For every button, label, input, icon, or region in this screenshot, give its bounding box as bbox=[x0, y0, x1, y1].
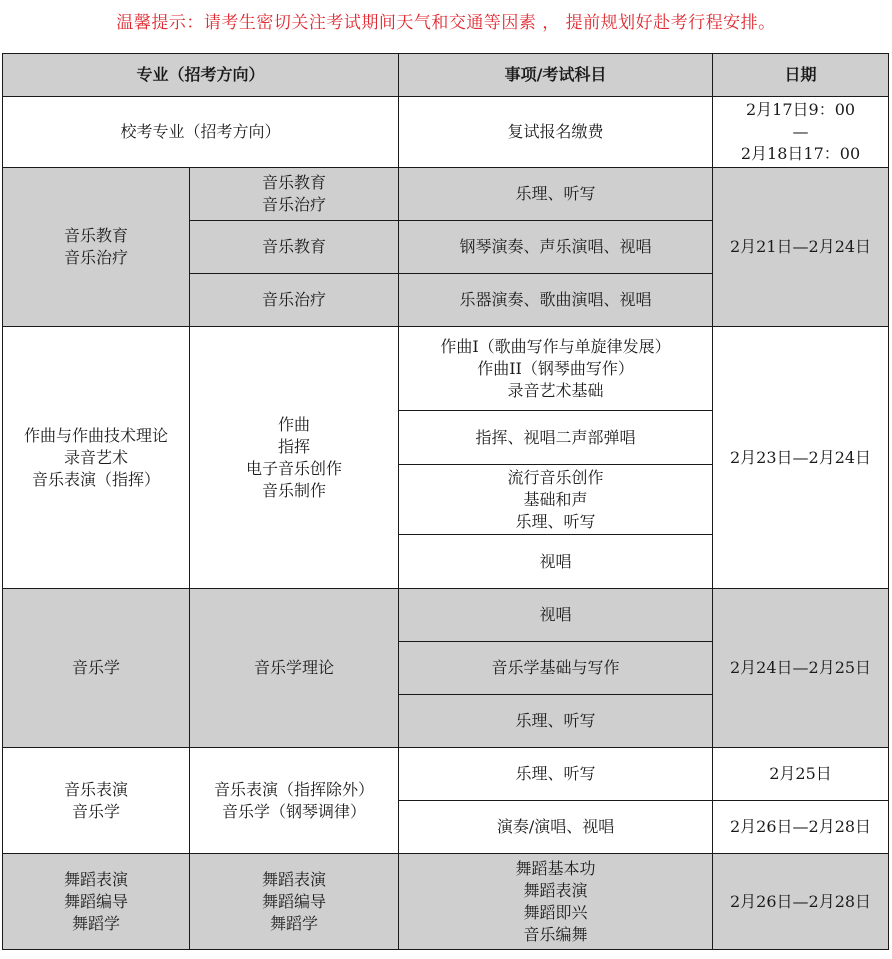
registration-label: 校考专业（招考方向） bbox=[3, 97, 399, 168]
group3-subject: 乐理、听写 bbox=[399, 695, 713, 748]
group4-subject: 乐理、听写 bbox=[399, 748, 713, 801]
group1-subject: 乐理、听写 bbox=[399, 168, 713, 221]
table-row bbox=[3, 97, 889, 168]
group4-date: 2月26日—2月28日 bbox=[713, 801, 889, 854]
header-major: 专业（招考方向） bbox=[3, 54, 399, 97]
group3-subject: 视唱 bbox=[399, 589, 713, 642]
group1-date: 2月21日—2月24日 bbox=[713, 168, 889, 327]
group2-date: 2月23日—2月24日 bbox=[713, 327, 889, 589]
group3-direction: 音乐学理论 bbox=[190, 589, 399, 748]
table-row bbox=[3, 168, 889, 221]
group2-subject: 视唱 bbox=[399, 535, 713, 589]
group4-major: 音乐表演 音乐学 bbox=[3, 748, 190, 854]
group5-subject: 舞蹈基本功 舞蹈表演 舞蹈即兴 音乐编舞 bbox=[399, 854, 713, 950]
table-row bbox=[3, 854, 889, 950]
header-subject: 事项/考试科目 bbox=[399, 54, 713, 97]
group2-subject: 指挥、视唱二声部弹唱 bbox=[399, 411, 713, 465]
group1-major: 音乐教育 音乐治疗 bbox=[3, 168, 190, 327]
group3-subject: 音乐学基础与写作 bbox=[399, 642, 713, 695]
registration-item: 复试报名缴费 bbox=[399, 97, 713, 168]
group3-major: 音乐学 bbox=[3, 589, 190, 748]
group3-date: 2月24日—2月25日 bbox=[713, 589, 889, 748]
exam-schedule-table bbox=[2, 53, 889, 950]
registration-date: 2月17日9：00 — 2月18日17：00 bbox=[713, 97, 889, 168]
group4-subject: 演奏/演唱、视唱 bbox=[399, 801, 713, 854]
group5-major: 舞蹈表演 舞蹈编导 舞蹈学 bbox=[3, 854, 190, 950]
group5-date: 2月26日—2月28日 bbox=[713, 854, 889, 950]
header-date: 日期 bbox=[713, 54, 889, 97]
group1-subject: 乐器演奏、歌曲演唱、视唱 bbox=[399, 274, 713, 327]
table-row bbox=[3, 589, 889, 642]
group1-direction: 音乐治疗 bbox=[190, 274, 399, 327]
group4-direction: 音乐表演（指挥除外） 音乐学（钢琴调律） bbox=[190, 748, 399, 854]
notice-banner: 温馨提示：请考生密切关注考试期间天气和交通等因素 ， 提前规划好赴考行程安排。 bbox=[116, 13, 776, 33]
group2-subject: 流行音乐创作 基础和声 乐理、听写 bbox=[399, 465, 713, 535]
table-row bbox=[3, 748, 889, 801]
group1-subject: 钢琴演奏、声乐演唱、视唱 bbox=[399, 221, 713, 274]
table-row bbox=[3, 327, 889, 411]
group5-direction: 舞蹈表演 舞蹈编导 舞蹈学 bbox=[190, 854, 399, 950]
group2-major: 作曲与作曲技术理论 录音艺术 音乐表演（指挥） bbox=[3, 327, 190, 589]
group4-date: 2月25日 bbox=[713, 748, 889, 801]
group1-direction: 音乐教育 音乐治疗 bbox=[190, 168, 399, 221]
group2-direction: 作曲 指挥 电子音乐创作 音乐制作 bbox=[190, 327, 399, 589]
group2-subject: 作曲I（歌曲写作与单旋律发展） 作曲II（钢琴曲写作） 录音艺术基础 bbox=[399, 327, 713, 411]
group1-direction: 音乐教育 bbox=[190, 221, 399, 274]
